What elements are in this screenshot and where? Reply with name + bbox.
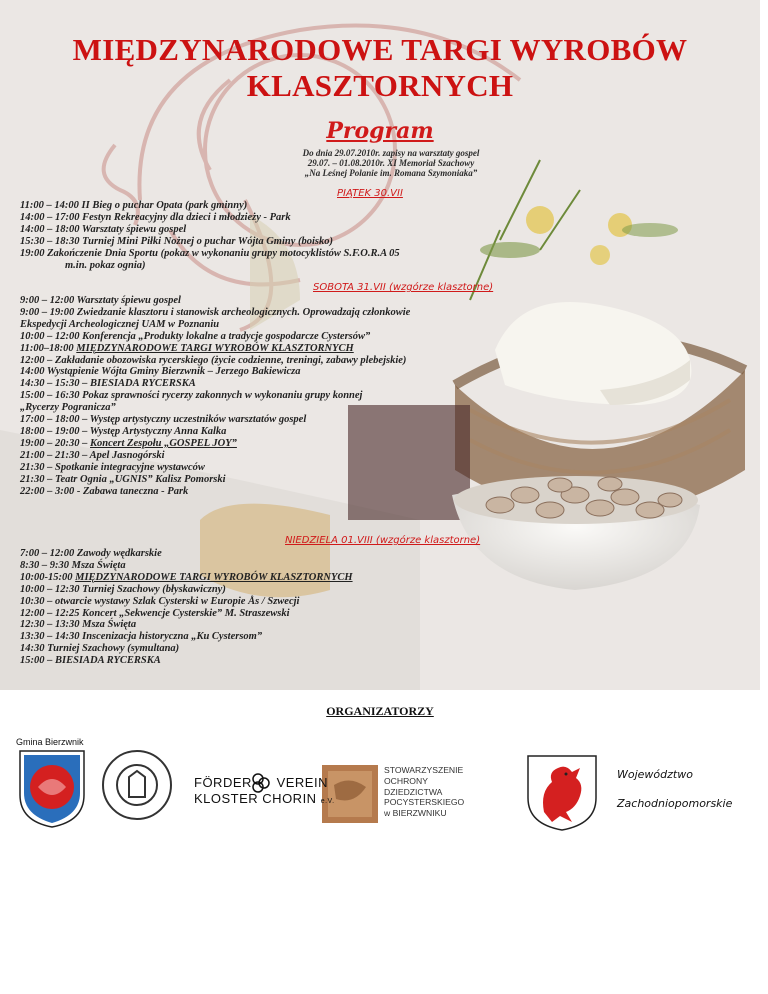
- day-heading-friday: PIĄTEK 30.VII: [337, 188, 403, 199]
- schedule-item: [20, 343, 410, 355]
- schedule-item: 19:00 Zakończenie Dnia Sportu (pokaz w wykonaniu grupy motocyklistów S.F.O.R.A 05: [20, 247, 400, 259]
- schedule-item: 10:00 – 12:30 Turniej Szachowy (błyskawiczny): [20, 583, 226, 595]
- fv-ev: e.V.: [320, 798, 335, 805]
- organizers-heading: ORGANIZATORZY: [326, 704, 434, 718]
- schedule-time: 11:00–18:00: [20, 342, 77, 354]
- schedule-item: 14:00 – 18:00 Warsztaty śpiewu gospel: [20, 223, 187, 235]
- organizer-logos: [14, 735, 474, 830]
- so-line: w BIERZWNIKU: [384, 808, 447, 819]
- schedule-friday: [20, 200, 400, 271]
- cistercian-municipalities-seal-icon: [103, 751, 171, 819]
- schedule-item: 14:00 – 17:00 Festyn Rekreacyjny dla dzieci i młodzieży - Park: [20, 211, 291, 223]
- schedule-item: 15:30 – 18:30 Turniej Mini Piłki Nożnej o puchar Wójta Gminy (boisko): [20, 235, 333, 247]
- schedule-item: 9:00 – 12:00 Warsztaty śpiewu gospel: [20, 295, 181, 306]
- schedule-item: „Rycerzy Pogranicza”: [20, 402, 116, 414]
- program-heading: Program: [326, 118, 434, 144]
- day-heading-saturday: SOBOTA 31.VII (wzgórze klasztorne): [313, 282, 494, 293]
- griffin-coat-of-arms-icon: [522, 752, 602, 832]
- schedule-item: 18:00 – 19:00 – Występ Artystyczny Anna Kalka: [20, 425, 227, 437]
- schedule-item: [20, 438, 410, 450]
- fv-line: KLOSTER CHORIN: [194, 791, 317, 806]
- schedule-item: 12:00 – Zakładanie obozowiska rycerskiego (życie codzienne, treningi, zabawy plebejskie): [20, 354, 407, 366]
- schedule-saturday: [20, 295, 410, 497]
- program-notes: [236, 148, 546, 178]
- schedule-item: 14:00 Wystąpienie Wójta Gminy Bierzwnik – Jerzego Bakiewicza: [20, 366, 301, 378]
- schedule-item: 9:00 – 19:00 Zwiedzanie klasztoru i stanowisk archeologicznych. Oprowadzają członkowie: [20, 306, 411, 318]
- so-line: OCHRONY: [384, 775, 428, 786]
- schedule-item: 12:00 – 12:25 Koncert „Sekwencje Cysterskie” M. Straszewski: [20, 607, 290, 619]
- fv-word: VEREIN: [276, 775, 328, 790]
- schedule-item: 11:00 – 14:00 II Bieg o puchar Opata (park gminny): [20, 200, 248, 211]
- schedule-item: 22:00 – 3:00 - Zabawa taneczna - Park: [20, 485, 189, 497]
- fair-highlight: MIĘDZYNARODOWE TARGI WYROBÓW KLASZTORNYCH: [75, 571, 353, 583]
- poster-title-line-1: MIĘDZYNARODOWE TARGI WYROBÓW: [72, 32, 688, 67]
- note-line: 29.07. – 01.08.2010r. XI Memoriał Szachowy: [307, 158, 475, 168]
- fair-highlight: MIĘDZYNARODOWE TARGI WYROBÓW KLASZTORNYCH: [76, 342, 354, 354]
- schedule-item: 10:00 – 12:00 Konferencja „Produkty lokalne a tradycje gospodarcze Cystersów”: [20, 330, 371, 342]
- schedule-item: 7:00 – 12:00 Zawody wędkarskie: [20, 548, 162, 559]
- so-line: POCYSTERSKIEGO: [384, 797, 465, 808]
- schedule-item: 15:00 – 16:30 Pokaz sprawności rycerzy zakonnych w wykonaniu grupy konnej: [20, 390, 363, 402]
- voivodeship-label-line-2: Zachodniopomorskie: [617, 797, 733, 810]
- schedule-item: 14:30 Turniej Szachowy (symultana): [20, 643, 180, 655]
- stowarzyszenie-name: [384, 765, 464, 819]
- schedule-item: 21:30 – Teatr Ognia „UGNIS” Kalisz Pomorski: [20, 473, 226, 485]
- schedule-time: 10:00-15:00: [20, 571, 76, 583]
- schedule-time: 19:00 – 20:30 –: [20, 437, 90, 449]
- gmina-label: Gmina Bierzwnik: [16, 737, 84, 747]
- poster-title-line-2: KLASZTORNYCH: [246, 68, 514, 103]
- so-line: DZIEDZICTWA: [384, 786, 443, 797]
- gmina-coat-of-arms-icon: [20, 751, 84, 827]
- foerderverein-name: [194, 775, 335, 810]
- note-line: „Na Leśnej Polanie im. Romana Szymoniaka”: [304, 168, 478, 178]
- fv-word: FÖRDER: [194, 775, 252, 790]
- so-line: STOWARZYSZENIE: [384, 765, 464, 775]
- day-heading-sunday: NIEDZIELA 01.VIII (wzgórze klasztorne): [285, 535, 481, 546]
- schedule-sunday: [20, 548, 353, 667]
- schedule-item: 21:00 – 21:30 – Apel Jasnogórski: [20, 449, 165, 461]
- note-line: Do dnia 29.07.2010r. zapisy na warsztaty gospel: [302, 148, 480, 158]
- schedule-item: 21:30 – Spotkanie integracyjne wystawców: [20, 461, 205, 473]
- schedule-item: 12:30 – 13:30 Msza Święta: [20, 619, 137, 631]
- schedule-item: [20, 572, 353, 584]
- schedule-item: 17:00 – 18:00 – Występ artystyczny uczestników warsztatów gospel: [20, 414, 307, 426]
- schedule-item: m.in. pokaz ognia): [65, 259, 146, 271]
- schedule-item: 10:30 – otwarcie wystawy Szlak Cysterski w Europie Ås / Szwecji: [20, 595, 300, 607]
- schedule-item: 15:00 – BIESIADA RYCERSKA: [20, 655, 161, 667]
- schedule-item: Ekspedycji Archeologicznej UAM w Poznaniu: [20, 318, 220, 330]
- schedule-item: 14:30 – 15:30 – BIESIADA RYCERSKA: [20, 378, 196, 390]
- schedule-item: 13:30 – 14:30 Inscenizacja historyczna „Ku Cystersom”: [20, 631, 263, 643]
- voivodeship-label-line-1: Województwo: [617, 768, 693, 781]
- concert-highlight: Koncert Zespołu „GOSPEL JOY”: [90, 437, 237, 449]
- schedule-item: 8:30 – 9:30 Msza Święta: [20, 559, 126, 571]
